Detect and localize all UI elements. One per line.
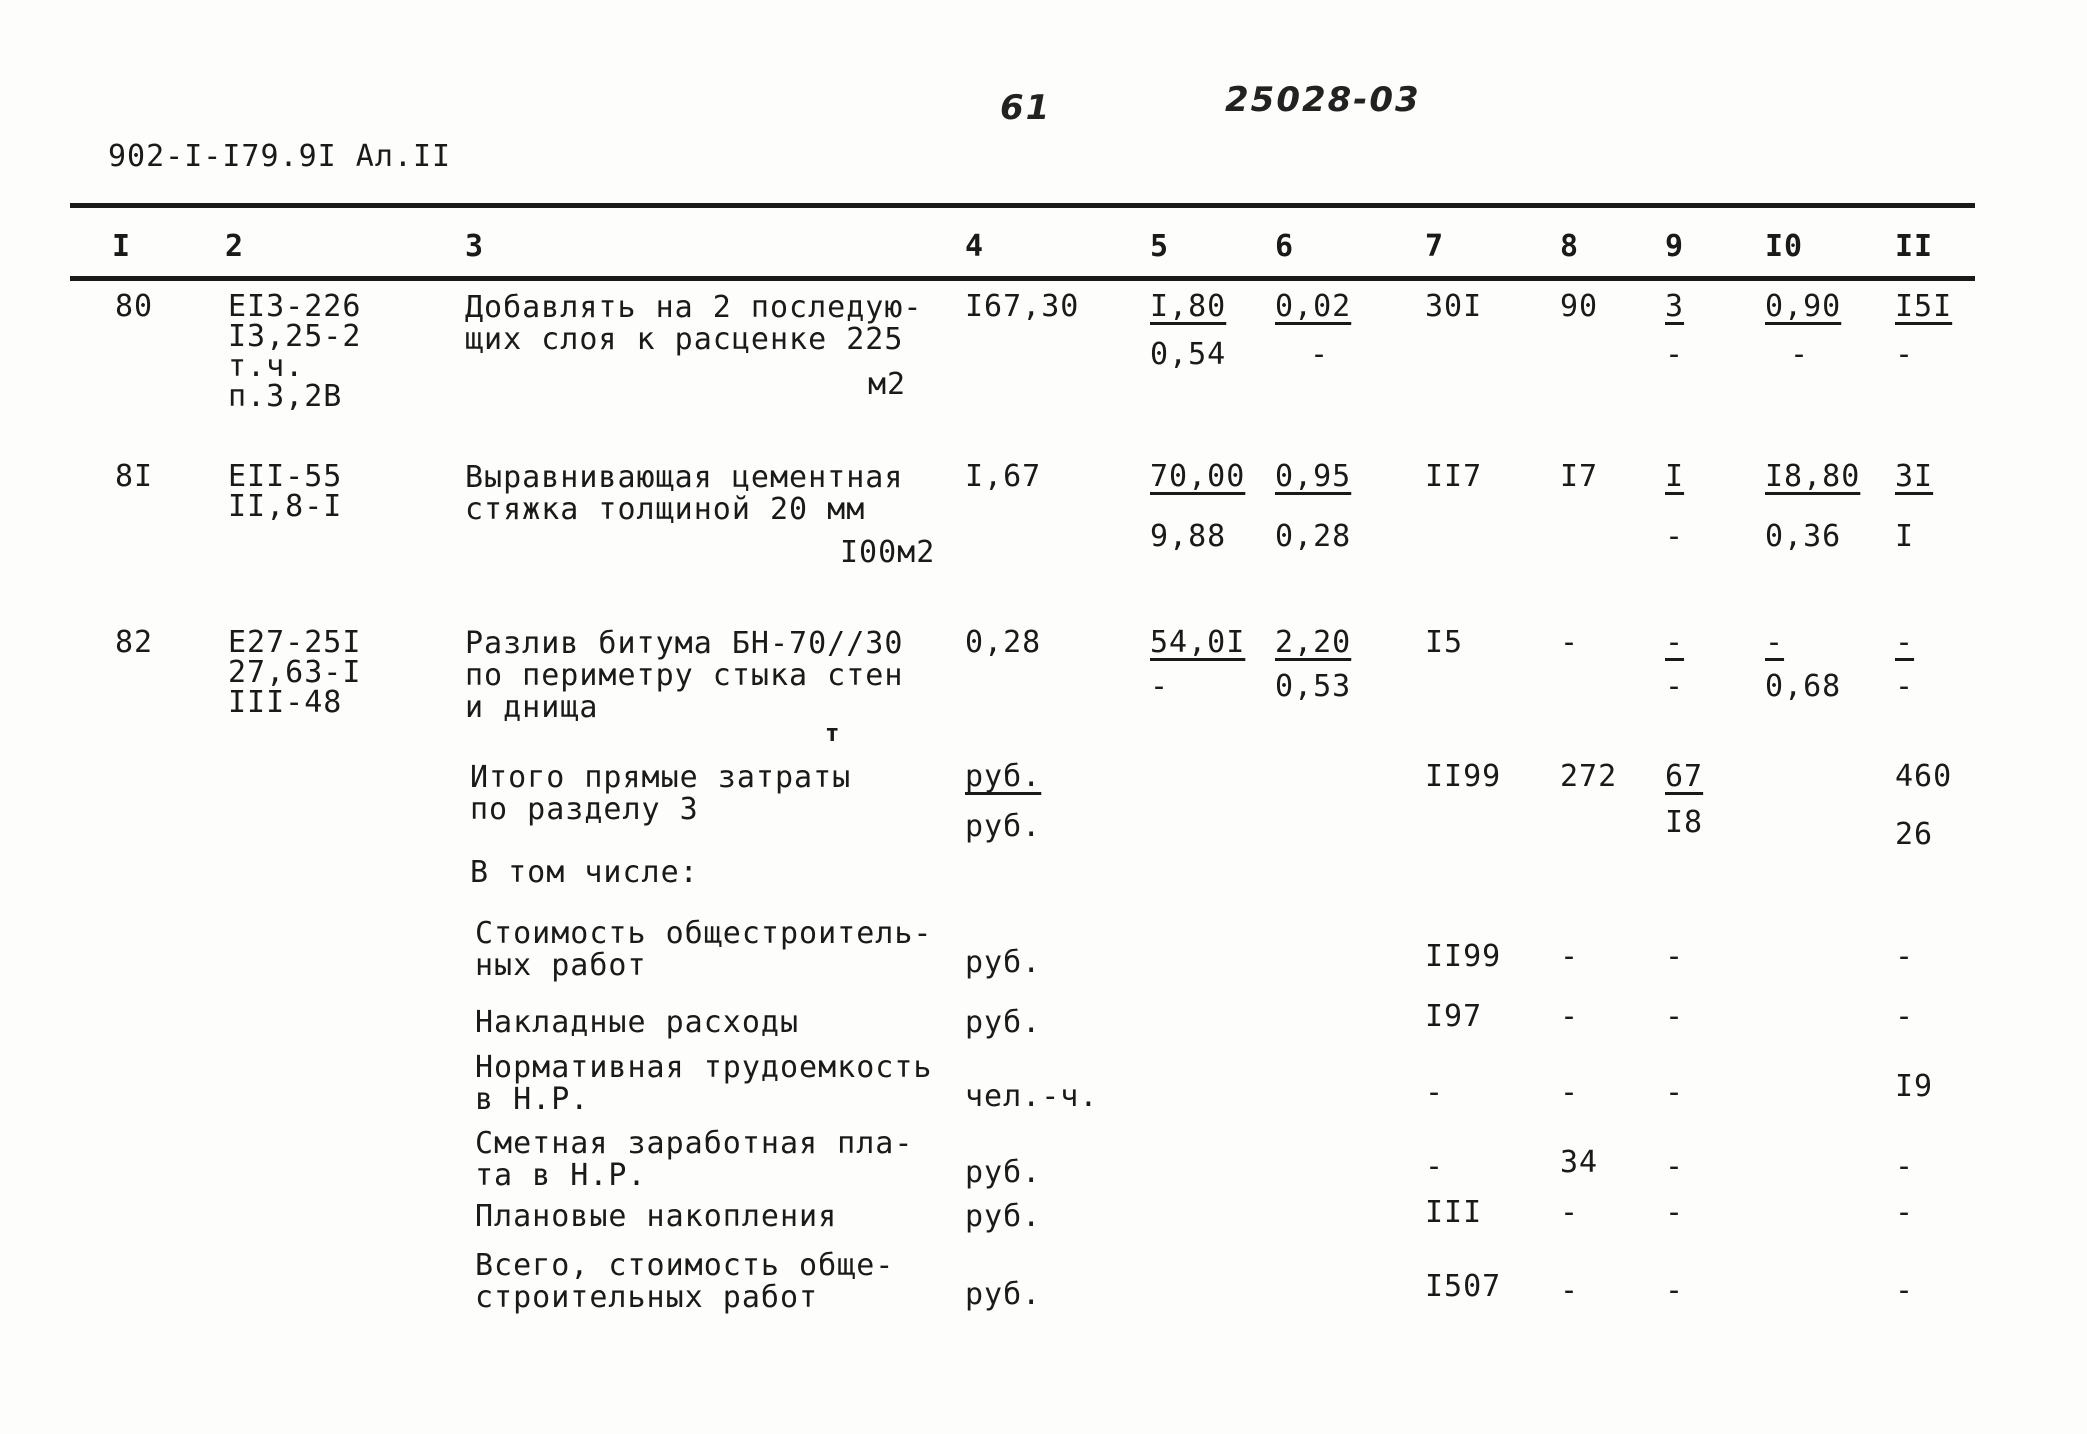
summary-label: Накладные расходы bbox=[475, 1005, 800, 1040]
column-header: I bbox=[112, 229, 132, 264]
unit-wage: - bbox=[1150, 669, 1170, 704]
column-header: II bbox=[1895, 229, 1934, 264]
work-description: Добавлять на 2 последую- щих слоя к расценке 225 bbox=[465, 290, 923, 357]
document-code: 902-I-I79.9I Ал.II bbox=[108, 139, 452, 174]
column-header: 6 bbox=[1275, 229, 1295, 264]
row-number: 8I bbox=[115, 459, 154, 494]
row-number: 80 bbox=[115, 289, 154, 324]
summary-label: Плановые накопления bbox=[475, 1199, 838, 1234]
unit-wage: 9,88 bbox=[1150, 519, 1227, 554]
row-number: 82 bbox=[115, 625, 154, 660]
summary-labor: I9 bbox=[1895, 1069, 1934, 1104]
total-machine: I bbox=[1665, 459, 1685, 494]
summary-machine: - bbox=[1665, 939, 1685, 974]
totals-cost: II99 bbox=[1425, 759, 1502, 794]
labor-unit-machine: 0,68 bbox=[1765, 669, 1842, 704]
labor-total: I5I bbox=[1895, 289, 1953, 324]
machine-cost: 0,95 bbox=[1275, 459, 1352, 494]
totals-machine-wage: I8 bbox=[1665, 805, 1704, 840]
machine-wage: - bbox=[1310, 337, 1330, 372]
unit-cost: 54,0I bbox=[1150, 625, 1246, 660]
summary-unit: руб. bbox=[965, 1005, 1042, 1040]
labor-unit-machine: 0,36 bbox=[1765, 519, 1842, 554]
total-wage: 90 bbox=[1560, 289, 1599, 324]
totals-labor-machine: 26 bbox=[1895, 817, 1934, 852]
summary-labor: - bbox=[1895, 1195, 1915, 1230]
column-header: 3 bbox=[465, 229, 485, 264]
including-label: В том числе: bbox=[470, 855, 699, 890]
work-unit: м2 bbox=[868, 367, 907, 402]
summary-label: Сметная заработная пла- та в Н.Р. bbox=[475, 1126, 914, 1193]
totals-unit-secondary: руб. bbox=[965, 809, 1042, 844]
summary-wage: 34 bbox=[1560, 1145, 1599, 1180]
labor-unit-machine: - bbox=[1790, 337, 1810, 372]
quantity: 0,28 bbox=[965, 625, 1042, 660]
labor-unit: 0,90 bbox=[1765, 289, 1842, 324]
summary-wage: - bbox=[1560, 999, 1580, 1034]
total-wage: I7 bbox=[1560, 459, 1599, 494]
labor-total-machine: I bbox=[1895, 519, 1915, 554]
totals-wage: 272 bbox=[1560, 759, 1618, 794]
summary-machine: - bbox=[1665, 999, 1685, 1034]
summary-cost: II99 bbox=[1425, 939, 1502, 974]
total-cost: II7 bbox=[1425, 459, 1483, 494]
summary-wage: - bbox=[1560, 1075, 1580, 1110]
unit-wage: 0,54 bbox=[1150, 337, 1227, 372]
column-header: 2 bbox=[225, 229, 245, 264]
summary-wage: - bbox=[1560, 1195, 1580, 1230]
summary-cost: I507 bbox=[1425, 1269, 1502, 1304]
quantity: I,67 bbox=[965, 459, 1042, 494]
summary-labor: - bbox=[1895, 939, 1915, 974]
summary-machine: - bbox=[1665, 1149, 1685, 1184]
totals-machine: 67 bbox=[1665, 759, 1704, 794]
norm-code: EII-55 II,8-I bbox=[228, 459, 343, 524]
handwritten-inventory-number: 25028-03 bbox=[1225, 80, 1421, 120]
summary-wage: - bbox=[1560, 1273, 1580, 1308]
summary-unit: руб. bbox=[965, 1199, 1042, 1234]
summary-machine: - bbox=[1665, 1273, 1685, 1308]
machine-cost: 0,02 bbox=[1275, 289, 1352, 324]
total-wage: - bbox=[1560, 625, 1580, 660]
quantity: I67,30 bbox=[965, 289, 1080, 324]
norm-code: E27-25I 27,63-I III-48 bbox=[228, 625, 362, 720]
summary-unit: руб. bbox=[965, 1277, 1042, 1312]
column-header: 9 bbox=[1665, 229, 1685, 264]
summary-machine: - bbox=[1665, 1195, 1685, 1230]
total-cost: I5 bbox=[1425, 625, 1464, 660]
summary-unit: руб. bbox=[965, 945, 1042, 980]
total-machine-wage: - bbox=[1665, 519, 1685, 554]
labor-total-machine: - bbox=[1895, 337, 1915, 372]
labor-total: - bbox=[1895, 625, 1915, 660]
summary-unit: чел.-ч. bbox=[965, 1079, 1099, 1114]
labor-total-machine: - bbox=[1895, 669, 1915, 704]
summary-machine: - bbox=[1665, 1075, 1685, 1110]
column-header: 7 bbox=[1425, 229, 1445, 264]
labor-unit: - bbox=[1765, 625, 1785, 660]
labor-unit: I8,80 bbox=[1765, 459, 1861, 494]
machine-wage: 0,28 bbox=[1275, 519, 1352, 554]
unit-cost: I,80 bbox=[1150, 289, 1227, 324]
totals-labor: 460 bbox=[1895, 759, 1953, 794]
summary-unit: руб. bbox=[965, 1155, 1042, 1190]
header-top-rule bbox=[70, 203, 1975, 208]
norm-code: EI3-226 I3,25-2 т.ч. п.3,2В bbox=[228, 289, 362, 414]
work-unit: т bbox=[825, 719, 841, 747]
work-unit: I00м2 bbox=[840, 535, 936, 570]
summary-label: Стоимость общестроитель- ных работ bbox=[475, 916, 933, 983]
total-cost: 30I bbox=[1425, 289, 1483, 324]
work-description: Разлив битума БН-70//30 по периметру стыка стен и днища bbox=[465, 626, 904, 725]
header-bottom-rule bbox=[70, 276, 1975, 281]
column-header: 4 bbox=[965, 229, 985, 264]
total-machine: - bbox=[1665, 625, 1685, 660]
machine-cost: 2,20 bbox=[1275, 625, 1352, 660]
summary-label: Всего, стоимость обще- строительных работ bbox=[475, 1248, 895, 1315]
summary-labor: - bbox=[1895, 999, 1915, 1034]
summary-cost: - bbox=[1425, 1075, 1445, 1110]
summary-cost: III bbox=[1425, 1195, 1483, 1230]
summary-wage: - bbox=[1560, 939, 1580, 974]
totals-label: Итого прямые затраты по разделу 3 bbox=[470, 760, 852, 827]
handwritten-page-number: 61 bbox=[1000, 88, 1052, 128]
labor-total: 3I bbox=[1895, 459, 1934, 494]
work-description: Выравнивающая цементная стяжка толщиной 20 мм bbox=[465, 460, 904, 527]
summary-labor: - bbox=[1895, 1273, 1915, 1308]
column-header: I0 bbox=[1765, 229, 1804, 264]
total-machine: 3 bbox=[1665, 289, 1685, 324]
summary-cost: - bbox=[1425, 1149, 1445, 1184]
summary-label: Нормативная трудоемкость в Н.Р. bbox=[475, 1050, 933, 1117]
summary-labor: - bbox=[1895, 1149, 1915, 1184]
machine-wage: 0,53 bbox=[1275, 669, 1352, 704]
total-machine-wage: - bbox=[1665, 669, 1685, 704]
total-machine-wage: - bbox=[1665, 337, 1685, 372]
totals-unit: руб. bbox=[965, 759, 1042, 794]
summary-cost: I97 bbox=[1425, 999, 1483, 1034]
column-header: 8 bbox=[1560, 229, 1580, 264]
column-header: 5 bbox=[1150, 229, 1170, 264]
unit-cost: 70,00 bbox=[1150, 459, 1246, 494]
